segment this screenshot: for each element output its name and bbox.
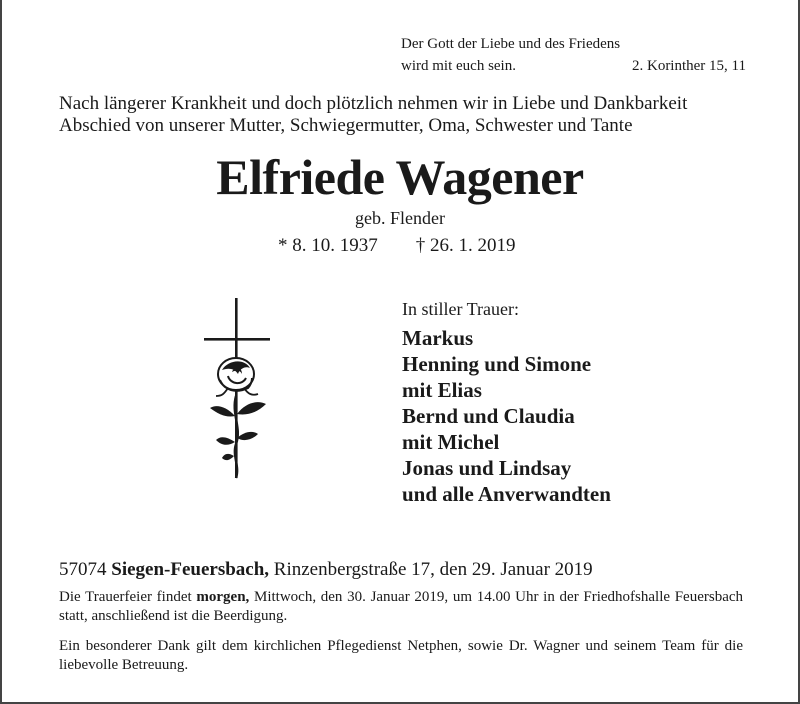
mourners-heading: In stiller Trauer: [402, 299, 519, 319]
funeral-highlight: morgen, [196, 589, 250, 605]
mourner-line: Jonas und Lindsay [402, 456, 572, 480]
intro-line-2: Abschied von unserer Mutter, Schwiegermutter, Oma, Schwester und Tante [59, 115, 633, 136]
intro-line-1: Nach längerer Krankheit und doch plötzlich nehmen wir in Liebe und Dankbarkeit [59, 93, 688, 114]
frame-left-border [0, 0, 2, 704]
funeral-text-1: Die Trauerfeier findet [59, 589, 192, 605]
bible-verse [401, 33, 746, 77]
address-line [59, 558, 593, 582]
cross-with-rose-icon [198, 296, 278, 496]
address-street-date: Rinzenbergstraße 17, den 29. Januar 2019 [273, 559, 593, 580]
life-dates [278, 234, 516, 258]
verse-line-1: Der Gott der Liebe und des Friedens [401, 36, 621, 52]
maiden-name-text: geb. Flender [355, 208, 445, 228]
mourner-line: mit Elias [402, 378, 482, 402]
funeral-text-2: Mittwoch, den 30. Januar 2019, um 14.00 Uhr in der Friedhofshalle Feuersbach statt, anschließend ist die Beerdigung. [59, 589, 744, 624]
intro-text [59, 93, 743, 137]
address-zip: 57074 [59, 559, 107, 580]
verse-line-2-row [401, 55, 746, 77]
mourner-line: und alle Anverwandten [402, 482, 611, 506]
verse-line-2: wird mit euch sein. [401, 58, 516, 74]
death-date: † 26. 1. 2019 [415, 235, 516, 256]
mourner-line: Henning und Simone [402, 352, 592, 376]
mourner-line: Markus [402, 326, 474, 350]
thanks-text: Ein besonderer Dank gilt dem kirchlichen Pflegedienst Netphen, sowie Dr. Wagner und seinem Team für die liebevolle Betreuung. [59, 638, 743, 673]
deceased-name: Elfriede Wagener [216, 149, 584, 205]
mourner-line: mit Michel [402, 430, 500, 454]
maiden-name [0, 207, 800, 229]
funeral-details [59, 588, 743, 626]
birth-date: * 8. 10. 1937 [278, 235, 378, 256]
mourners-list [402, 325, 611, 507]
address-city: Siegen-Feuersbach, [111, 559, 270, 580]
mourner-line: Bernd und Claudia [402, 404, 575, 428]
verse-reference: 2. Korinther 15, 11 [631, 58, 746, 74]
